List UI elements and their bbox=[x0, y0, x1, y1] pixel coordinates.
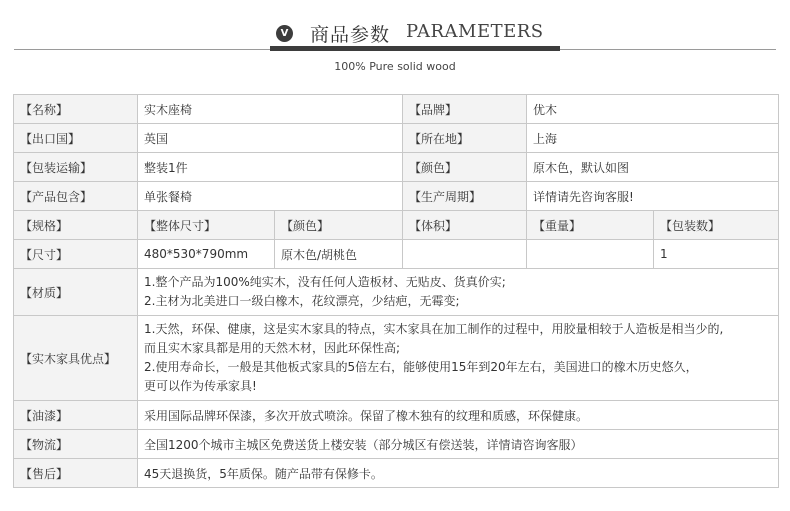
spec-header-size: 【整体尺寸】 bbox=[138, 211, 275, 240]
includes-label: 【产品包含】 bbox=[14, 182, 138, 211]
material-value bbox=[138, 269, 779, 316]
logistics-value: 全国1200个城市主城区免费送货上楼安装（部分城区有偿送装，详情请咨询客服） bbox=[138, 430, 779, 459]
v-badge-icon: V bbox=[276, 25, 293, 42]
parameters-table bbox=[13, 94, 779, 488]
size-dimensions: 480*530*790mm bbox=[138, 240, 275, 269]
cycle-value: 详情请先咨询客服! bbox=[527, 182, 779, 211]
paint-label: 【油漆】 bbox=[14, 401, 138, 430]
advantages-label: 【实木家具优点】 bbox=[14, 316, 138, 401]
size-volume bbox=[403, 240, 527, 269]
table-row bbox=[14, 211, 779, 240]
table-row bbox=[14, 316, 779, 401]
color-value: 原木色，默认如图 bbox=[527, 153, 779, 182]
location-value: 上海 bbox=[527, 124, 779, 153]
material-line: 2.主材为北美进口一级白橡木，花纹漂亮，少结疤，无霉变; bbox=[144, 294, 460, 308]
spec-label: 【规格】 bbox=[14, 211, 138, 240]
spec-header-color: 【颜色】 bbox=[275, 211, 403, 240]
location-label: 【所在地】 bbox=[403, 124, 527, 153]
material-label: 【材质】 bbox=[14, 269, 138, 316]
table-row bbox=[14, 430, 779, 459]
advantages-line: 1.天然，环保、健康，这是实木家具的特点，实木家具在加工制作的过程中，用胶量相较于人造板是相当少的, bbox=[144, 322, 724, 336]
header-rule-right bbox=[560, 49, 776, 50]
cycle-label: 【生产周期】 bbox=[403, 182, 527, 211]
logistics-label: 【物流】 bbox=[14, 430, 138, 459]
includes-value: 单张餐椅 bbox=[138, 182, 403, 211]
table-row bbox=[14, 269, 779, 316]
size-label: 【尺寸】 bbox=[14, 240, 138, 269]
table-row bbox=[14, 182, 779, 211]
name-value: 实木座椅 bbox=[138, 95, 403, 124]
size-color: 原木色/胡桃色 bbox=[275, 240, 403, 269]
package-label: 【包装运输】 bbox=[14, 153, 138, 182]
table-row bbox=[14, 401, 779, 430]
advantages-value bbox=[138, 316, 779, 401]
package-value: 整装1件 bbox=[138, 153, 403, 182]
advantages-line: 而且实木家具都是用的天然木材，因此环保性高; bbox=[144, 341, 401, 355]
paint-value: 采用国际品牌环保漆，多次开放式喷涂。保留了橡木独有的纹理和质感，环保健康。 bbox=[138, 401, 779, 430]
spec-header-weight: 【重量】 bbox=[527, 211, 654, 240]
size-quantity: 1 bbox=[654, 240, 779, 269]
origin-value: 英国 bbox=[138, 124, 403, 153]
title-chinese: 商品参数 bbox=[310, 24, 391, 46]
size-weight bbox=[527, 240, 654, 269]
table-row bbox=[14, 459, 779, 488]
color-label: 【颜色】 bbox=[403, 153, 527, 182]
brand-label: 【品牌】 bbox=[403, 95, 527, 124]
title-english: PARAMETERS bbox=[406, 21, 544, 42]
table-row bbox=[14, 124, 779, 153]
origin-label: 【出口国】 bbox=[14, 124, 138, 153]
subtitle: 100% Pure solid wood bbox=[334, 60, 456, 73]
header-rule-left bbox=[14, 49, 270, 50]
advantages-line: 更可以作为传承家具! bbox=[144, 379, 257, 393]
spec-header-volume: 【体积】 bbox=[403, 211, 527, 240]
table-row bbox=[14, 153, 779, 182]
name-label: 【名称】 bbox=[14, 95, 138, 124]
table-row bbox=[14, 95, 779, 124]
aftersale-value: 45天退换货，5年质保。随产品带有保修卡。 bbox=[138, 459, 779, 488]
material-line: 1.整个产品为100%纯实木，没有任何人造板材、无贴皮、货真价实; bbox=[144, 275, 506, 289]
section-header bbox=[0, 0, 790, 73]
advantages-line: 2.使用寿命长，一般是其他板式家具的5倍左右，能够使用15年到20年左右，美国进口的橡木历史悠久， bbox=[144, 360, 698, 374]
table-row bbox=[14, 240, 779, 269]
brand-value: 优木 bbox=[527, 95, 779, 124]
spec-header-quantity: 【包装数】 bbox=[654, 211, 779, 240]
aftersale-label: 【售后】 bbox=[14, 459, 138, 488]
